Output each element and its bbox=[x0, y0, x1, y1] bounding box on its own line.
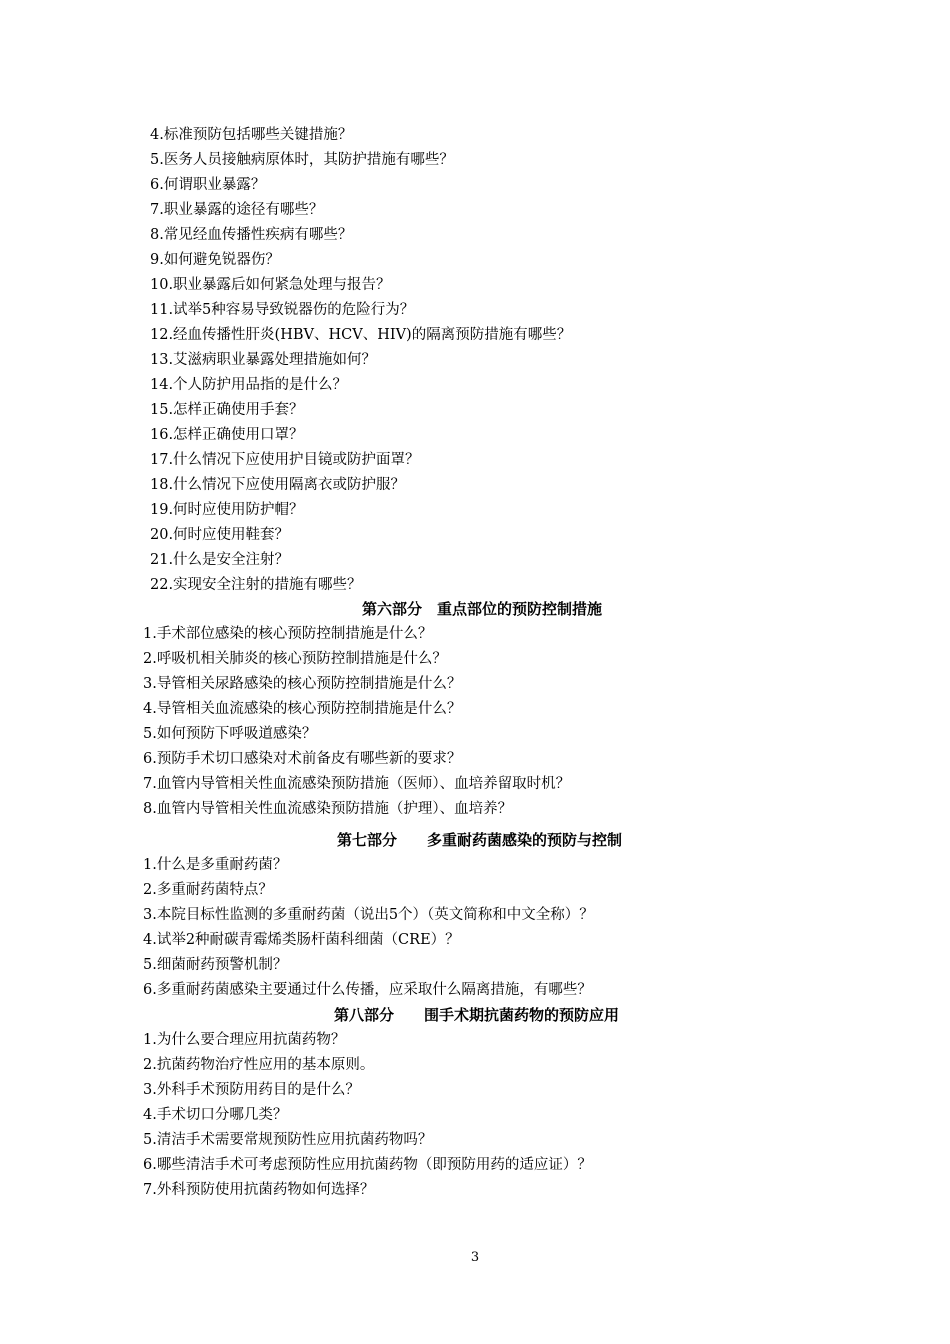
question-item: 20.何时应使用鞋套？ bbox=[150, 527, 290, 543]
question-item: 14.个人防护用品指的是什么？ bbox=[150, 377, 348, 393]
question-item: 2.抗菌药物治疗性应用的基本原则。 bbox=[143, 1057, 375, 1073]
question-item: 4.导管相关血流感染的核心预防控制措施是什么？ bbox=[143, 701, 462, 717]
question-item: 19.何时应使用防护帽？ bbox=[150, 502, 304, 518]
question-item: 16.怎样正确使用口罩？ bbox=[150, 427, 304, 443]
question-item: 7.职业暴露的途径有哪些？ bbox=[150, 202, 324, 218]
section6-question-list bbox=[0, 622, 950, 822]
question-item: 1.为什么要合理应用抗菌药物？ bbox=[143, 1032, 346, 1048]
section8-heading: 第八部分 围手术期抗菌药物的预防应用 bbox=[334, 1006, 620, 1024]
question-item: 2.多重耐药菌特点？ bbox=[143, 882, 273, 898]
question-item: 3.外科手术预防用药目的是什么？ bbox=[143, 1082, 360, 1098]
page-number: 3 bbox=[470, 1250, 480, 1265]
question-item: 6.预防手术切口感染对术前备皮有哪些新的要求？ bbox=[143, 751, 462, 767]
question-item: 11.试举5种容易导致锐器伤的危险行为？ bbox=[150, 302, 415, 318]
section5-question-list bbox=[0, 123, 950, 598]
question-item: 6.何谓职业暴露？ bbox=[150, 177, 266, 193]
question-item: 6.多重耐药菌感染主要通过什么传播，应采取什么隔离措施，有哪些？ bbox=[143, 982, 592, 998]
question-item: 7.外科预防使用抗菌药物如何选择？ bbox=[143, 1182, 375, 1198]
question-item: 6.哪些清洁手术可考虑预防性应用抗菌药物（即预防用药的适应证）？ bbox=[143, 1157, 592, 1173]
question-item: 9.如何避免锐器伤？ bbox=[150, 252, 280, 268]
question-item: 21.什么是安全注射？ bbox=[150, 552, 290, 568]
question-item: 18.什么情况下应使用隔离衣或防护服？ bbox=[150, 477, 406, 493]
question-item: 1.手术部位感染的核心预防控制措施是什么？ bbox=[143, 626, 433, 642]
question-item: 22.实现安全注射的措施有哪些？ bbox=[150, 577, 362, 593]
question-item: 5.医务人员接触病原体时，其防护措施有哪些？ bbox=[150, 152, 454, 168]
question-item: 4.手术切口分哪几类？ bbox=[143, 1107, 288, 1123]
question-item: 1.什么是多重耐药菌？ bbox=[143, 857, 288, 873]
section6-heading: 第六部分 重点部位的预防控制措施 bbox=[362, 600, 603, 618]
question-item: 3.本院目标性监测的多重耐药菌（说出5个）（英文简称和中文全称）？ bbox=[143, 907, 594, 923]
question-item: 2.呼吸机相关肺炎的核心预防控制措施是什么？ bbox=[143, 651, 447, 667]
question-item: 15.怎样正确使用手套？ bbox=[150, 402, 304, 418]
question-item: 5.如何预防下呼吸道感染？ bbox=[143, 726, 317, 742]
question-item: 7.血管内导管相关性血流感染预防措施（医师）、血培养留取时机？ bbox=[143, 776, 571, 792]
question-item: 17.什么情况下应使用护目镜或防护面罩？ bbox=[150, 452, 420, 468]
question-item: 4.试举2种耐碳青霉烯类肠杆菌科细菌（CRE）？ bbox=[143, 932, 460, 948]
question-item: 8.血管内导管相关性血流感染预防措施（护理）、血培养？ bbox=[143, 801, 513, 817]
section7-question-list bbox=[0, 853, 950, 1003]
question-item: 12.经血传播性肝炎(HBV、HCV、HIV)的隔离预防措施有哪些？ bbox=[150, 327, 572, 343]
section7-heading: 第七部分 多重耐药菌感染的预防与控制 bbox=[337, 831, 623, 849]
question-item: 3.导管相关尿路感染的核心预防控制措施是什么？ bbox=[143, 676, 462, 692]
question-item: 13.艾滋病职业暴露处理措施如何？ bbox=[150, 352, 377, 368]
question-item: 10.职业暴露后如何紧急处理与报告？ bbox=[150, 277, 391, 293]
question-item: 8.常见经血传播性疾病有哪些？ bbox=[150, 227, 353, 243]
question-item: 5.细菌耐药预警机制？ bbox=[143, 957, 288, 973]
question-item: 4.标准预防包括哪些关键措施？ bbox=[150, 127, 353, 143]
question-item: 5.清洁手术需要常规预防性应用抗菌药物吗？ bbox=[143, 1132, 433, 1148]
section8-question-list bbox=[0, 1028, 950, 1203]
